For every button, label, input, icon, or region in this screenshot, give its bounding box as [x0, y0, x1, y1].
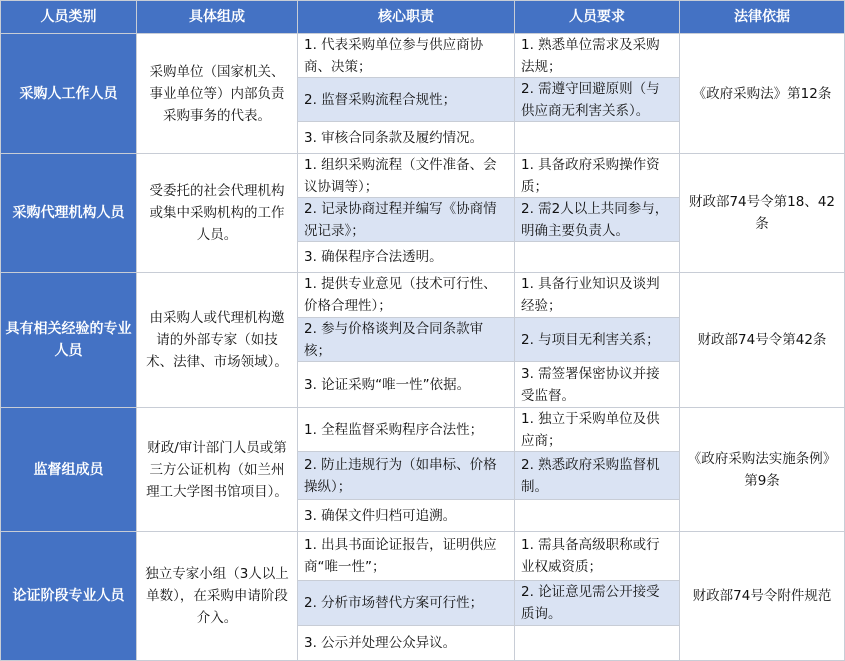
requirement-cell — [514, 531, 680, 581]
duty-cell — [297, 580, 515, 626]
duty-text: 3. 论证采购“唯一性”依据。 — [304, 376, 471, 393]
requirement-cell — [514, 197, 680, 242]
row-composition — [136, 33, 298, 154]
row-law — [679, 33, 845, 154]
header-requirements: 人员要求 — [514, 0, 680, 34]
requirement-cell — [514, 407, 680, 452]
requirement-text: 2. 论证意见需公开接受质询。 — [521, 584, 660, 622]
duty-cell — [297, 625, 515, 661]
duty-text: 2. 记录协商过程并编写《协商情况记录》； — [304, 200, 497, 239]
law-text: 《政府采购法实施条例》第9条 — [687, 450, 837, 489]
row-law — [679, 531, 845, 661]
row-composition — [136, 531, 298, 661]
duty-cell — [297, 317, 515, 362]
category-text: 监督组成员 — [33, 461, 104, 478]
requirement-cell — [514, 33, 680, 78]
requirement-text: 1. 独立于采购单位及供应商； — [521, 410, 660, 449]
requirement-text: 2. 需遵守回避原则（与供应商无利害关系）。 — [521, 80, 660, 119]
duty-cell — [297, 361, 515, 408]
duty-cell — [297, 451, 515, 500]
duty-cell — [297, 153, 515, 198]
duty-cell — [297, 531, 515, 581]
category-text: 论证阶段专业人员 — [12, 588, 125, 604]
requirement-cell — [514, 272, 680, 318]
row-category — [0, 407, 137, 532]
duty-text: 1. 出具书面论证报告，证明供应商“唯一性”； — [304, 537, 497, 575]
row-composition — [136, 407, 298, 532]
header-duties: 核心职责 — [297, 0, 515, 34]
requirement-text: 1. 具备政府采购操作资质； — [521, 156, 660, 195]
header-composition: 具体组成 — [136, 0, 298, 34]
requirement-text: 1. 具备行业知识及谈判经验； — [521, 276, 660, 314]
duty-text: 1. 组织采购流程（文件准备、会议协调等）； — [304, 156, 497, 195]
composition-text: 由采购人或代理机构邀请的外部专家（如技术、法律、市场领域）。 — [146, 310, 288, 370]
header-category: 人员类别 — [0, 0, 137, 34]
row-category — [0, 153, 137, 273]
row-category — [0, 272, 137, 408]
requirement-text: 3. 需签署保密协议并接受监督。 — [521, 365, 660, 404]
duty-text: 1. 代表采购单位参与供应商协商、决策； — [304, 36, 484, 75]
duty-text: 1. 提供专业意见（技术可行性、价格合理性）； — [304, 276, 497, 314]
duty-text: 3. 确保文件归档可追溯。 — [304, 507, 457, 524]
duty-text: 2. 监督采购流程合规性； — [304, 91, 457, 108]
law-text: 财政部74号令第42条 — [697, 332, 827, 348]
requirement-cell — [514, 625, 680, 661]
duty-text: 2. 参与价格谈判及合同条款审核； — [304, 320, 484, 359]
composition-text: 受委托的社会代理机构或集中采购机构的工作人员。 — [149, 183, 285, 243]
row-composition — [136, 153, 298, 273]
requirement-cell — [514, 451, 680, 500]
composition-text: 财政/审计部门人员或第三方公证机构（如兰州理工大学图书馆项目）。 — [146, 439, 288, 500]
row-law — [679, 272, 845, 408]
row-composition — [136, 272, 298, 408]
requirement-cell — [514, 241, 680, 273]
category-text: 采购代理机构人员 — [12, 205, 125, 221]
requirement-text: 2. 需2人以上共同参与，明确主要负责人。 — [521, 200, 669, 239]
duty-text: 2. 防止违规行为（如串标、价格操纵）； — [304, 456, 497, 495]
category-text: 具有相关经验的专业人员 — [5, 321, 132, 359]
duty-cell — [297, 33, 515, 78]
requirement-cell — [514, 361, 680, 408]
duty-cell — [297, 77, 515, 122]
duty-cell — [297, 407, 515, 452]
law-text: 财政部74号令附件规范 — [692, 588, 832, 604]
requirement-cell — [514, 580, 680, 626]
law-text: 财政部74号令第18、42条 — [688, 194, 836, 232]
composition-text: 采购单位（国家机关、事业单位等）内部负责采购事务的代表。 — [149, 63, 285, 124]
row-category — [0, 531, 137, 661]
requirement-text: 2. 熟悉政府采购监督机制。 — [521, 456, 660, 495]
requirement-cell — [514, 121, 680, 154]
duty-text: 3. 确保程序合法透明。 — [304, 249, 443, 265]
header-law: 法律依据 — [679, 0, 845, 34]
requirement-cell — [514, 153, 680, 198]
composition-text: 独立专家小组（3人以上单数），在采购申请阶段介入。 — [145, 566, 289, 626]
duty-cell — [297, 499, 515, 532]
row-law — [679, 153, 845, 273]
law-text: 《政府采购法》第12条 — [692, 85, 832, 102]
requirement-cell — [514, 317, 680, 362]
requirement-cell — [514, 499, 680, 532]
duty-cell — [297, 241, 515, 273]
row-law — [679, 407, 845, 532]
duty-cell — [297, 197, 515, 242]
row-category — [0, 33, 137, 154]
duty-cell — [297, 121, 515, 154]
requirement-text: 2. 与项目无利害关系； — [521, 331, 660, 348]
requirement-text: 1. 需具备高级职称或行业权威资质； — [521, 537, 660, 575]
duty-text: 2. 分析市场替代方案可行性； — [304, 595, 484, 611]
category-text: 采购人工作人员 — [19, 85, 118, 102]
duty-cell — [297, 272, 515, 318]
requirement-text: 1. 熟悉单位需求及采购法规； — [521, 36, 660, 75]
duty-text: 3. 审核合同条款及履约情况。 — [304, 129, 484, 146]
duty-text: 1. 全程监督采购程序合法性； — [304, 421, 484, 438]
duty-text: 3. 公示并处理公众异议。 — [304, 635, 457, 651]
requirement-cell — [514, 77, 680, 122]
